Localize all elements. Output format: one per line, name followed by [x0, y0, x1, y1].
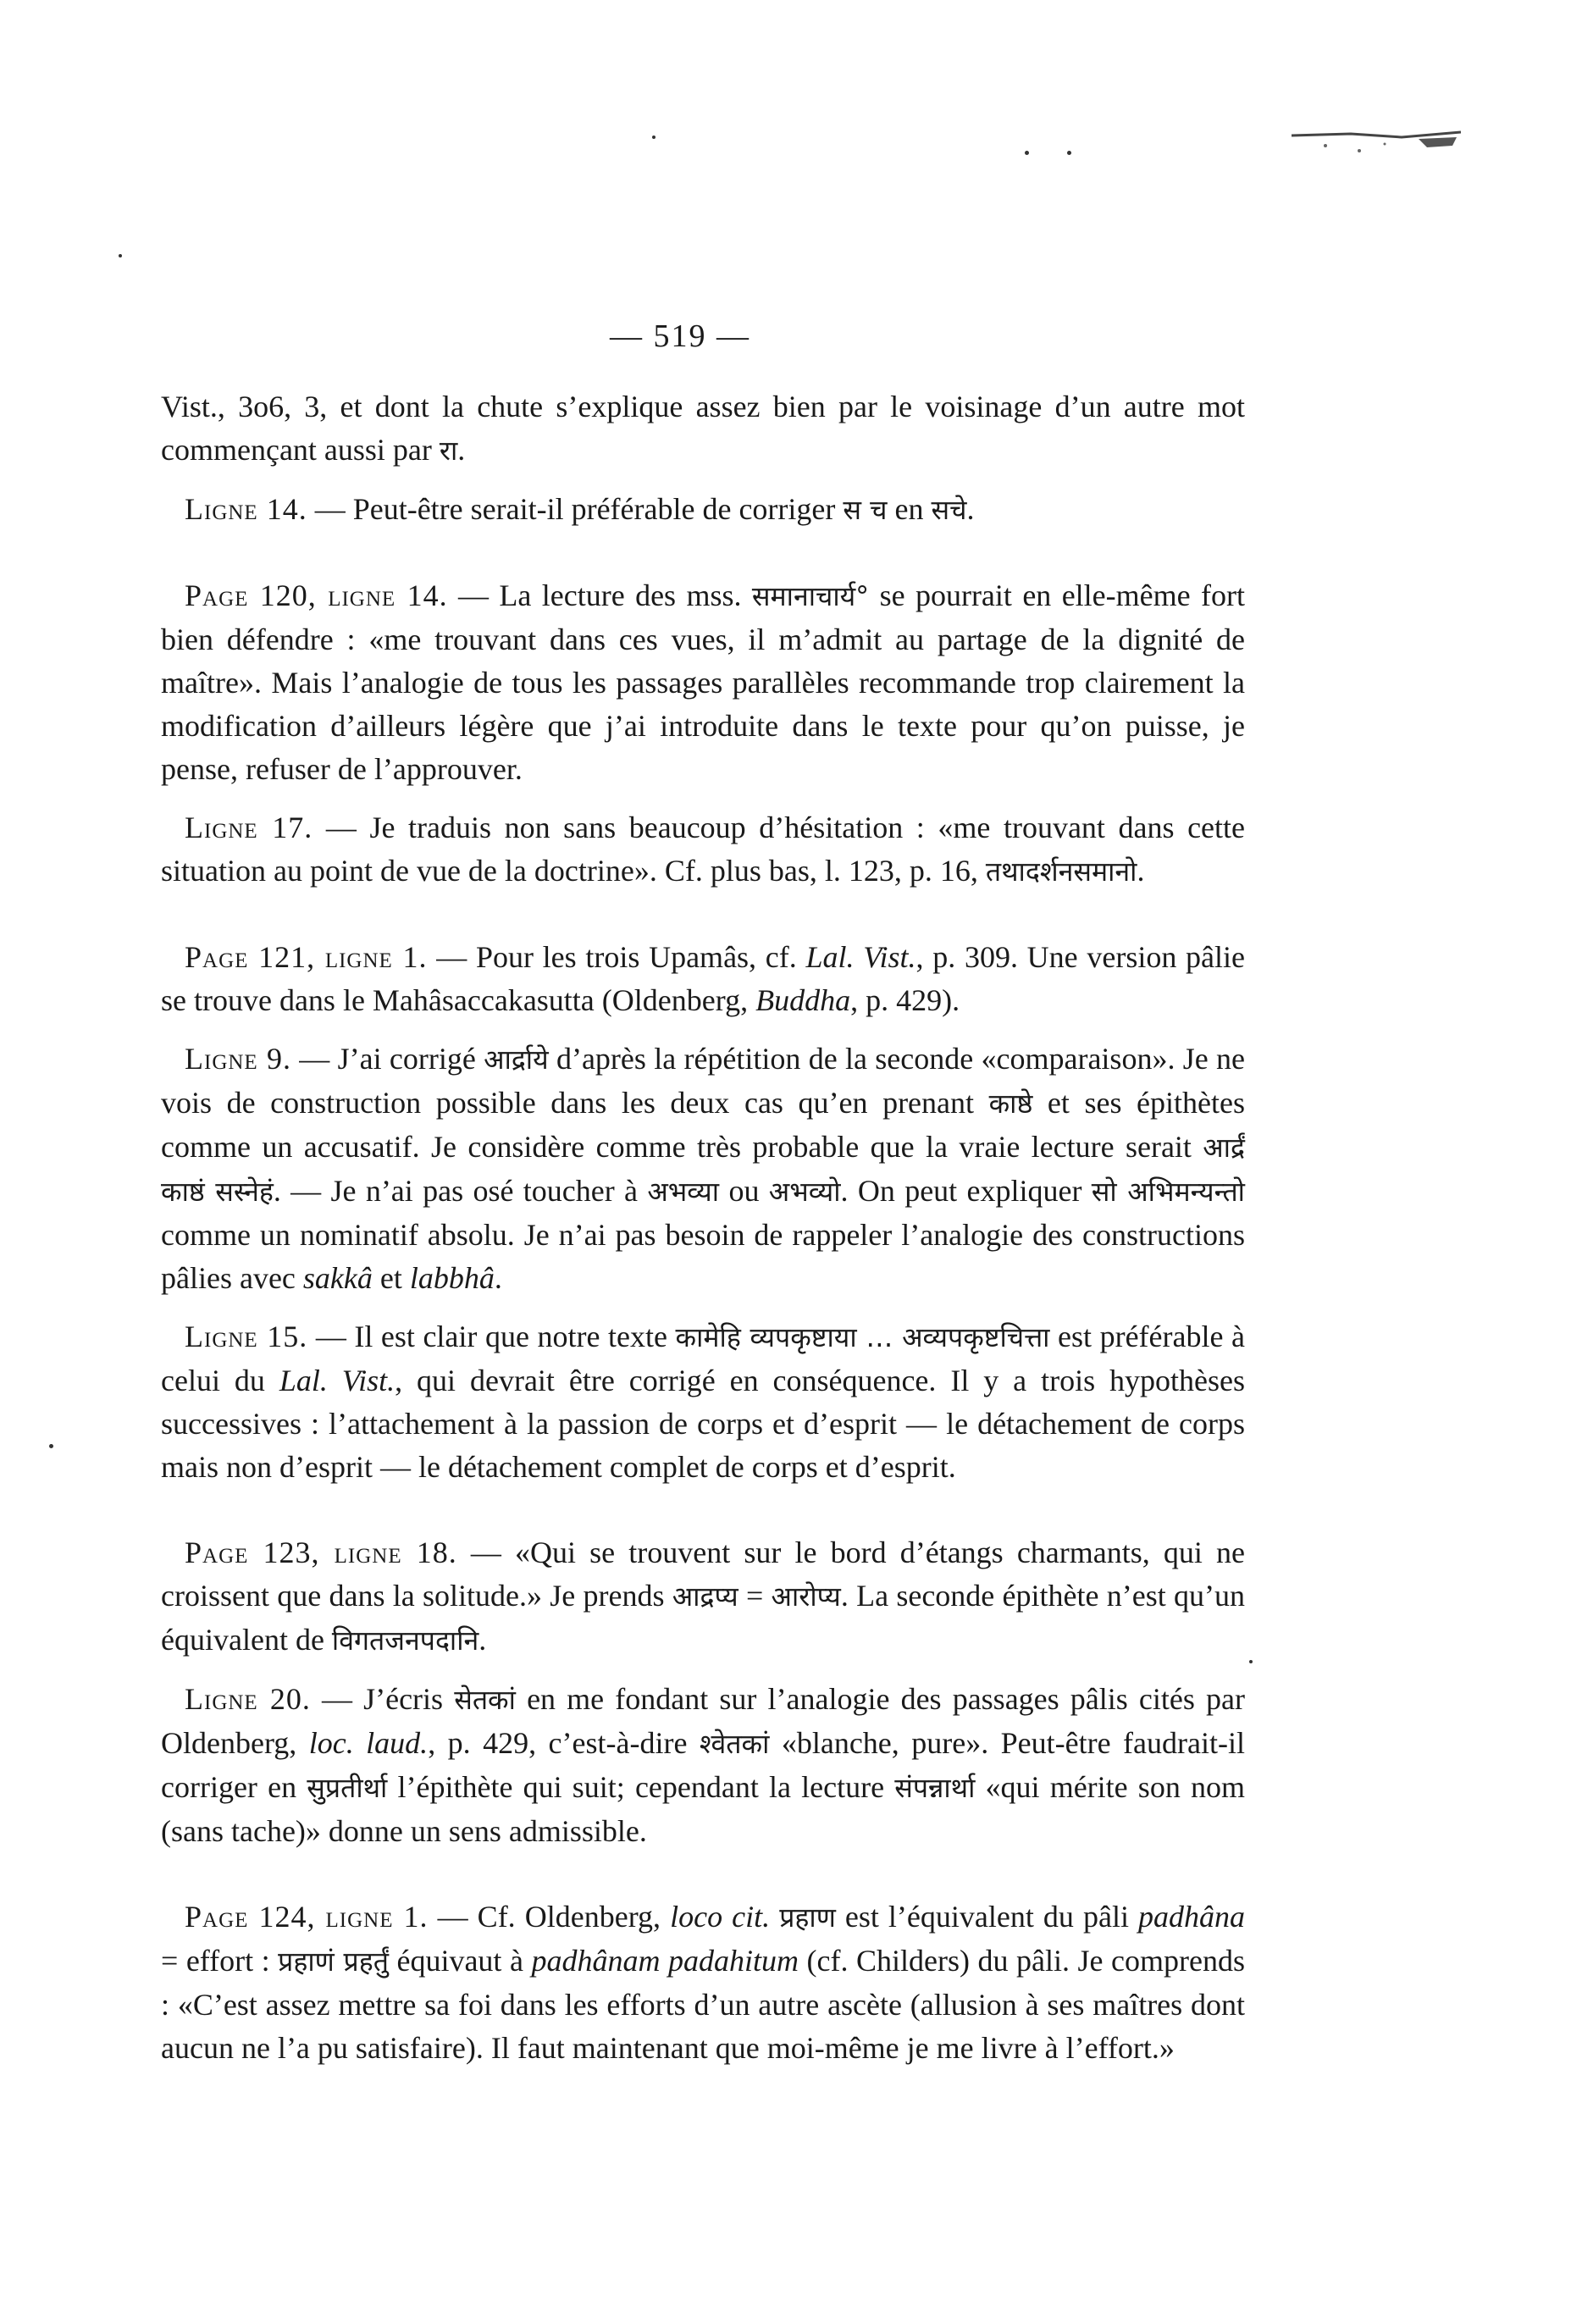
devanagari-term: संपन्नार्था: [894, 1772, 976, 1804]
note-paragraph: [161, 806, 1245, 894]
scan-speck: [1025, 151, 1029, 155]
devanagari-term: आर्द्राये: [484, 1043, 549, 1076]
note-text: — Je traduis non sans beaucoup d’hésitation : «me trouvant dans cette situation au point de vue de la doctrine». Cf. plus bas, l. 123, p. 16,: [161, 811, 1246, 888]
note-text: l’épithète qui suit; cependant la lecture: [387, 1770, 895, 1804]
devanagari-term: आद्रप्य: [672, 1580, 738, 1613]
scan-speck: [1067, 151, 1071, 155]
note-text: — J’écris: [321, 1682, 455, 1716]
note-text: — «Qui se trouvent sur le bord d’étangs charmants, qui ne croissent que dans la solitude.» Je prends: [161, 1536, 1245, 1613]
note-heading: Ligne 15.: [185, 1320, 308, 1353]
note-text: .: [478, 1623, 487, 1657]
note-text: en: [887, 492, 932, 526]
note-text: — La lecture des mss.: [457, 578, 752, 612]
page-body: [161, 305, 1245, 2070]
note-text: — Peut-être serait-il préférable de corriger: [314, 492, 844, 526]
devanagari-term: अभव्यो: [768, 1176, 841, 1208]
note-paragraph: [161, 1038, 1245, 1300]
devanagari-term: अभव्या: [647, 1176, 720, 1208]
devanagari-term: आर्द्रं काष्ठं सस्नेहं: [161, 1132, 1245, 1208]
scan-speck: [49, 1444, 53, 1448]
note-text: et: [372, 1261, 410, 1295]
note-text: .: [494, 1261, 502, 1295]
note-text: [770, 1900, 779, 1934]
devanagari-term: सुप्रतीर्था: [307, 1772, 388, 1804]
notes-list: [161, 473, 1245, 2070]
note-text: «qui mérite son nom (sans tache)» donne un sens admissible.: [161, 1770, 1245, 1848]
scan-speck: [119, 254, 122, 257]
italic-citation: padhânam padahitum: [531, 1944, 799, 1978]
note-text: (cf. Childers) du pâli. Je comprends : «C’est assez mettre sa foi dans les efforts d’un autre ascète (allusion à ses maîtres dont aucun ne l’a pu satisfaire). Il faut maintenant que moi-même je me livre à l’effort.»: [161, 1944, 1245, 2065]
devanagari-term: आरोप्य: [771, 1580, 841, 1613]
scan-speck: [652, 136, 656, 139]
note-heading: Page 121, ligne 1.: [185, 940, 428, 974]
note-text: . — Je n’ai pas osé toucher à: [273, 1174, 648, 1208]
note-heading: Page 124, ligne 1.: [185, 1900, 429, 1934]
line-gap: [161, 1663, 1245, 1678]
note-text: ou: [719, 1174, 769, 1208]
note-text: , qui devrait être corrigé en conséquence. Il y a trois hypothèses successives : l’attachement à la passion de corps et d’esprit — le détachement de corps mais non d’esprit — le détachement complet de corps et d’esprit.: [161, 1364, 1246, 1484]
scan-artifact-mark: [1292, 127, 1461, 161]
line-gap: [161, 1022, 1245, 1038]
note-text: comme un nominatif absolu. Je n’ai pas besoin de rappeler l’analogie des constructions pâlies avec: [161, 1218, 1245, 1295]
line-gap: [161, 473, 1245, 488]
devanagari-term: विगतजनपदानि: [331, 1624, 479, 1657]
note-paragraph: [161, 1531, 1245, 1663]
devanagari-term: सो अभिमन्यन्तो: [1091, 1176, 1245, 1208]
note-heading: Page 120, ligne 14.: [185, 578, 448, 612]
line-gap: [161, 1300, 1245, 1315]
note-text: d’après la répétition de la seconde «comparaison». Je ne vois de construction possible dans les deux cas qu’en prenant: [161, 1042, 1246, 1120]
note-text: .: [966, 492, 975, 526]
note-text: . On peut expliquer: [840, 1174, 1092, 1208]
devanagari-term: श्वेतकां: [699, 1728, 770, 1760]
italic-citation: padhâna: [1138, 1900, 1246, 1934]
note-text: — Pour les trois Upamâs, cf.: [436, 940, 806, 974]
devanagari-term: सचे: [931, 494, 967, 526]
devanagari-term: कामेहि व्यपकृष्टाया … अव्यपकृष्टचित्ता: [675, 1321, 1050, 1353]
devanagari-term: रा: [439, 434, 458, 467]
note-paragraph: [161, 1895, 1245, 2070]
note-text: . La seconde épithète n’est qu’un équivalent de: [161, 1579, 1245, 1657]
devanagari-term: स च: [843, 494, 888, 526]
note-paragraph: [161, 936, 1245, 1022]
continuation-paragraph: [161, 385, 1245, 473]
note-paragraph: [161, 574, 1245, 791]
continuation-tail: .: [457, 433, 466, 467]
note-text: équivaut à: [388, 1944, 532, 1978]
note-text: est préférable à celui du: [161, 1320, 1245, 1397]
section-gap: [161, 894, 1245, 936]
italic-citation: loc. laud.: [308, 1726, 429, 1760]
note-paragraph: [161, 1315, 1245, 1489]
italic-citation: Buddha: [755, 983, 851, 1017]
page-number: — 519 —: [610, 318, 750, 354]
note-text: — Il est clair que notre texte: [315, 1320, 676, 1353]
note-text: .: [1137, 854, 1145, 888]
note-text: — J’ai corrigé: [299, 1042, 484, 1076]
italic-citation: labbhâ: [409, 1261, 495, 1295]
note-heading: Ligne 14.: [185, 492, 307, 526]
devanagari-term: काष्ठे: [988, 1087, 1033, 1120]
italic-citation: Lal. Vist.: [805, 940, 916, 974]
italic-citation: loco cit.: [670, 1900, 771, 1934]
italic-citation: sakkâ: [302, 1261, 373, 1295]
devanagari-term: समानाचार्य°: [751, 580, 870, 612]
note-text: en me fondant sur l’analogie des passages pâlis cités par Oldenberg,: [161, 1682, 1245, 1760]
note-heading: Ligne 20.: [185, 1682, 311, 1716]
note-heading: Ligne 9.: [185, 1042, 291, 1076]
note-text: =: [738, 1579, 772, 1613]
note-text: = effort :: [161, 1944, 279, 1978]
section-gap: [161, 532, 1245, 574]
note-text: et ses épithètes comme un accusatif. Je considère comme très probable que la vraie lecture serait: [161, 1086, 1245, 1164]
note-text: est l’équivalent du pâli: [835, 1900, 1139, 1934]
continuation-text: Vist., 3o6, 3, et dont la chute s’explique assez bien par le voisinage d’un autre mot commençant aussi par: [161, 390, 1245, 467]
note-text: «blanche, pure». Peut-être faudrait-il corriger en: [161, 1726, 1245, 1804]
note-text: , p. 429).: [850, 983, 960, 1017]
note-paragraph: [161, 488, 1245, 532]
note-text: , p. 429, c’est-à-dire: [428, 1726, 700, 1760]
devanagari-term: प्रहाण: [779, 1901, 836, 1934]
line-gap: [161, 791, 1245, 806]
italic-citation: Lal. Vist.: [279, 1364, 396, 1397]
note-paragraph: [161, 1678, 1245, 1853]
devanagari-term: तथादर्शनसमानो: [985, 855, 1137, 888]
note-text: se pourrait en elle-même fort bien défendre : «me trouvant dans ces vues, il m’admit au partage de la dignité de maître». Mais l’analogie de tous les passages parallèles recommande trop clairement la modification d’ailleurs légère que j’ai introduite dans le texte pour qu’on puisse, je pense, refuser de l’approuver.: [161, 578, 1245, 786]
note-text: — Cf. Oldenberg,: [437, 1900, 671, 1934]
devanagari-term: सेतकां: [454, 1684, 516, 1716]
section-gap: [161, 1489, 1245, 1531]
devanagari-term: प्रहाणं प्रहर्तुं: [278, 1945, 389, 1978]
note-text: , p. 309. Une version pâlie se trouve dans le Mahâsaccakasutta (Oldenberg,: [161, 940, 1246, 1017]
scan-speck: [1249, 1660, 1253, 1663]
note-heading: Ligne 17.: [185, 811, 313, 844]
section-gap: [161, 1853, 1245, 1895]
note-heading: Page 123, ligne 18.: [185, 1536, 457, 1569]
